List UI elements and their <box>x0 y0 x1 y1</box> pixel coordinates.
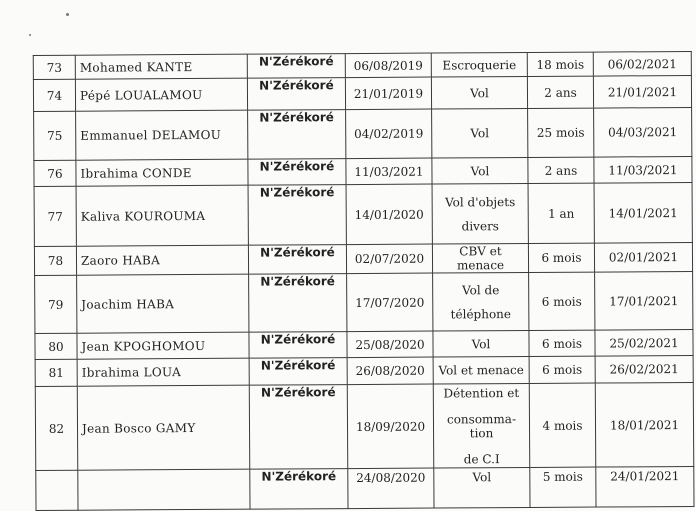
table-row <box>35 382 694 470</box>
release-date: 11/03/2021 <box>594 156 692 183</box>
offense-cell <box>432 243 528 273</box>
incarceration-date: 04/02/2019 <box>346 109 432 159</box>
sentence-duration: 1 an <box>528 183 594 243</box>
offense-line: Vol d'objets <box>445 194 516 209</box>
detainee-name: Kaliva KOUROUMA <box>76 185 248 246</box>
place-cell: N'Zérékoré <box>249 358 347 386</box>
row-number <box>36 470 78 510</box>
release-date: 04/03/2021 <box>594 107 692 157</box>
offense-line: Vol <box>471 336 491 351</box>
offense-line: Vol et menace <box>438 363 524 378</box>
row-number: 78 <box>34 246 76 275</box>
detainee-table <box>33 51 695 511</box>
incarceration-date: 21/01/2019 <box>345 77 431 110</box>
incarceration-date: 14/01/2020 <box>346 184 432 245</box>
detainee-name: Emmanuel DELAMOU <box>76 110 248 160</box>
detainee-name: Mohamed KANTE <box>75 54 247 79</box>
place-cell: N'Zérékoré <box>250 469 348 510</box>
sentence-duration: 2 ans <box>527 76 593 108</box>
offense-line: CBV et menace <box>456 244 505 273</box>
table-row <box>34 182 692 246</box>
table-row <box>35 329 693 359</box>
release-date: 06/02/2021 <box>593 51 691 76</box>
detainee-name: Ibrahima CONDE <box>76 159 248 186</box>
release-date: 26/02/2021 <box>595 355 693 383</box>
incarceration-date: 06/08/2019 <box>345 53 431 78</box>
row-number: 79 <box>35 275 77 333</box>
incarceration-date: 18/09/2020 <box>347 384 434 469</box>
sentence-duration: 6 mois <box>528 243 594 272</box>
offense-line: Vol <box>470 126 490 141</box>
row-number: 75 <box>34 111 76 160</box>
release-date: 17/01/2021 <box>595 271 693 330</box>
detainee-name: Jean KPOGHOMOU <box>77 332 249 359</box>
release-date: 25/02/2021 <box>595 329 693 356</box>
table-row <box>34 156 692 186</box>
incarceration-date: 02/07/2020 <box>346 244 432 274</box>
offense-cell <box>431 52 527 77</box>
offense-cell <box>432 108 528 158</box>
offense-line: Vol <box>470 163 490 178</box>
place-cell: N'Zérékoré <box>247 78 345 111</box>
release-date: 24/01/2021 <box>596 466 694 507</box>
offense-line: Détention et <box>443 385 520 400</box>
offense-line: de C.I <box>463 451 500 466</box>
incarceration-date: 17/07/2020 <box>347 273 433 332</box>
table-row <box>36 466 694 510</box>
offense-line: divers <box>461 218 499 233</box>
table-row <box>34 107 692 160</box>
place-cell: N'Zérékoré <box>248 110 346 160</box>
incarceration-date: 24/08/2020 <box>348 468 434 509</box>
table-row <box>34 242 692 275</box>
row-number: 77 <box>34 186 76 246</box>
offense-cell <box>433 330 529 357</box>
offense-line: téléphone <box>450 306 512 321</box>
place-cell: N'Zérékoré <box>247 54 345 79</box>
row-number: 73 <box>33 55 75 79</box>
offense-cell <box>431 76 527 109</box>
offense-line: Vol <box>470 85 489 100</box>
sentence-duration: 2 ans <box>528 157 594 183</box>
offense-cell <box>433 272 529 331</box>
detainee-name: Jean Bosco GAMY <box>77 385 250 470</box>
place-cell: N'Zérékoré <box>249 274 347 333</box>
sentence-duration: 5 mois <box>530 467 596 507</box>
release-date: 21/01/2021 <box>593 75 691 108</box>
sentence-duration: 6 mois <box>529 356 595 383</box>
row-number: 76 <box>34 160 76 186</box>
offense-line: consomma-tion <box>446 411 517 440</box>
place-cell: N'Zérékoré <box>248 185 346 246</box>
sentence-duration: 6 mois <box>529 330 595 356</box>
sentence-duration: 6 mois <box>529 272 595 330</box>
release-date: 18/01/2021 <box>595 382 694 467</box>
offense-cell <box>432 157 528 184</box>
detainee-name: Zaoro HABA <box>76 245 248 275</box>
table-row <box>35 271 693 333</box>
row-number: 82 <box>35 386 78 470</box>
sentence-duration: 4 mois <box>529 383 596 467</box>
offense-line: Escroquerie <box>442 57 517 72</box>
row-number: 80 <box>35 333 77 359</box>
sentence-duration: 18 mois <box>527 52 593 76</box>
table-row <box>35 355 693 386</box>
offense-cell <box>434 467 530 508</box>
detainee-name: Joachim HABA <box>77 274 249 333</box>
detainee-name: Ibrahima LOUA <box>77 358 249 386</box>
incarceration-date: 26/08/2020 <box>347 357 433 385</box>
offense-line: Vol <box>472 470 492 485</box>
offense-cell <box>433 383 530 468</box>
row-number: 81 <box>35 359 77 386</box>
offense-cell <box>433 356 529 384</box>
place-cell: N'Zérékoré <box>248 245 346 275</box>
sentence-duration: 25 mois <box>528 108 594 157</box>
place-cell: N'Zérékoré <box>248 159 346 186</box>
offense-cell <box>432 183 528 244</box>
release-date: 14/01/2021 <box>594 182 692 243</box>
release-date: 02/01/2021 <box>594 242 692 272</box>
offense-line: Vol de <box>462 282 500 297</box>
place-cell: N'Zérékoré <box>249 332 347 359</box>
incarceration-date: 11/03/2021 <box>346 158 432 185</box>
detainee-name <box>78 469 250 510</box>
incarceration-date: 25/08/2020 <box>347 331 433 358</box>
place-cell: N'Zérékoré <box>249 385 348 470</box>
detainee-name: Pépé LOUALAMOU <box>75 78 247 111</box>
row-number: 74 <box>33 79 75 111</box>
table-row <box>33 75 691 111</box>
